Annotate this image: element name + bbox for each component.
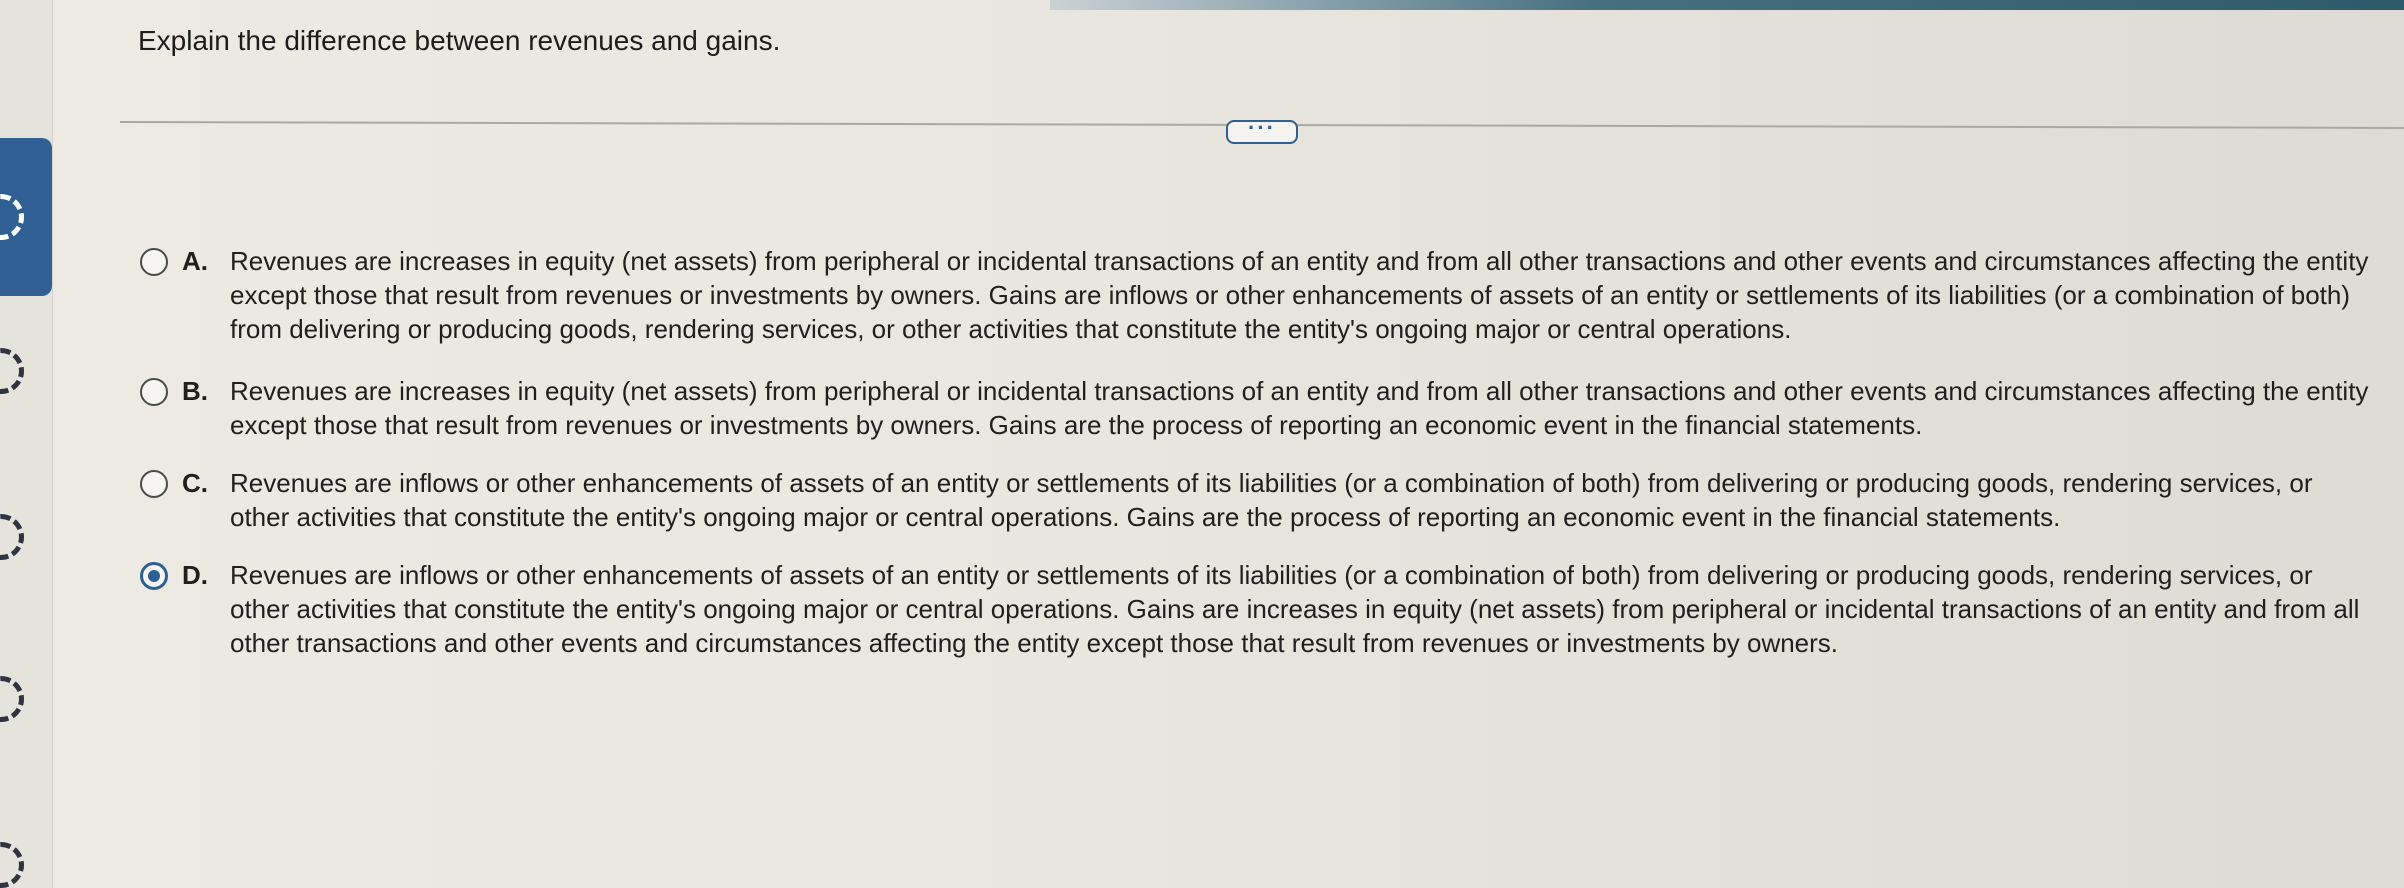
- question-status-icon[interactable]: [0, 514, 24, 560]
- rail-item-current[interactable]: [0, 138, 52, 296]
- option-letter: D.: [182, 560, 208, 590]
- option-text: Revenues are inflows or other enhancements of assets of an entity or settlements of its liabilities (or a combination of both) from delivering or producing goods, rendering services, or other activities that constitute the entity's ongoing major or central operations. Gains are the process of reporting an economic event in the financial statements.: [230, 468, 2313, 532]
- option-text: Revenues are inflows or other enhancements of assets of an entity or settlements of its liabilities (or a combination of both) from delivering or producing goods, rendering services, or other activities that constitute the entity's ongoing major or central operations. Gains are increases in equity (net assets) from peripheral or incidental transactions of an entity and from all other transactions and other events and circumstances affecting the entity except those that result from revenues or investments by owners.: [230, 560, 2360, 658]
- option-letter: C.: [182, 468, 208, 498]
- question-status-icon[interactable]: [0, 676, 24, 722]
- answer-option-d[interactable]: [140, 558, 2370, 660]
- option-text: Revenues are increases in equity (net assets) from peripheral or incidental transactions of an entity and from all other transactions and other events and circumstances affecting the entity except those that result from revenues or investments by owners. Gains are the process of reporting an economic event in the financial statements.: [230, 376, 2369, 440]
- radio-button-b[interactable]: [140, 378, 168, 406]
- option-letter: A.: [182, 246, 208, 276]
- answer-options: [140, 244, 2370, 688]
- option-letter: B.: [182, 376, 208, 406]
- question-navigation-rail: [0, 0, 53, 888]
- radio-button-d[interactable]: [140, 562, 168, 590]
- question-status-icon: [0, 194, 24, 240]
- top-header-strip: [1050, 0, 2404, 10]
- radio-button-a[interactable]: [140, 248, 168, 276]
- answer-option-c[interactable]: [140, 466, 2370, 534]
- question-status-icon[interactable]: [0, 348, 24, 394]
- radio-button-c[interactable]: [140, 470, 168, 498]
- answer-option-a[interactable]: [140, 244, 2370, 346]
- more-options-button[interactable]: ···: [1226, 120, 1298, 144]
- answer-option-b[interactable]: [140, 374, 2370, 442]
- option-text: Revenues are increases in equity (net assets) from peripheral or incidental transactions of an entity and from all other transactions and other events and circumstances affecting the entity except those that result from revenues or investments by owners. Gains are inflows or other enhancements of assets of an entity or settlements of its liabilities (or a combination of both) from delivering or producing goods, rendering services, or other activities that constitute the entity's ongoing major or central operations.: [230, 246, 2369, 344]
- question-status-icon[interactable]: [0, 842, 24, 888]
- question-prompt: Explain the difference between revenues and gains.: [138, 25, 781, 56]
